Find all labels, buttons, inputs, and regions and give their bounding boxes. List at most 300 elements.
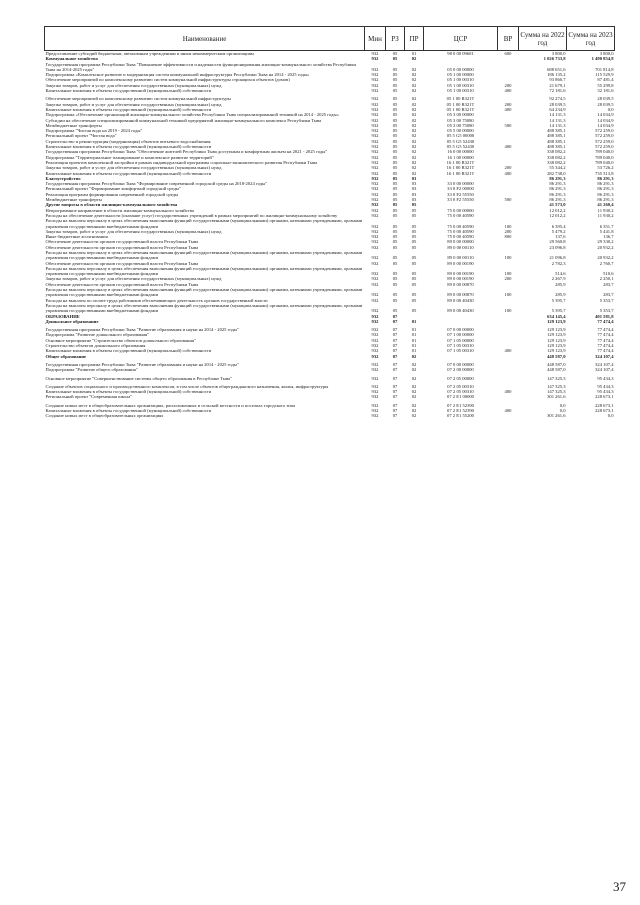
row-rz: 05 [392,96,398,102]
table-header-row [45,27,615,51]
row-name: Иные бюджетные ассигнования [45,234,108,240]
row-pr: 02 [411,122,417,128]
row-min: 932 [371,181,379,187]
row-rz: 05 [392,170,398,176]
row-min: 932 [371,402,379,408]
page-number: 37 [613,879,626,894]
row-pr: 02 [411,402,417,408]
row-sum-2023: 228 673,1 [595,394,614,400]
row-csr: 75 0 00 40590 [447,228,474,234]
row-rz: 05 [392,51,398,56]
row-sum-2023: 14 034,9 [597,112,614,118]
row-name: Региональный проект "Современная школа" [45,394,133,400]
row-csr: 16 1 00 00000 [447,154,474,160]
row-sum-2023: 32 181,6 [597,88,614,94]
row-name: Государственная программа Республики Тыва "Развитие образования и науки на 2014 - 2025 годы" [45,361,239,367]
row-csr: 05 1 00 00000 [447,72,474,78]
row-sum-2023: 510,6 [603,271,614,277]
row-csr: 05 1 00 R321Т [446,101,475,107]
row-csr: 98 0 00 09601 [447,51,474,56]
row-csr: 75 0 00 40590 [447,234,474,240]
row-csr: 07 2 E1 00000 [447,394,474,400]
row-vr: 400 [504,348,512,354]
row-pr: 05 [411,202,417,208]
row-sum-2022: 5 479,2 [551,228,566,234]
row-vr: 200 [504,165,512,171]
row-sum-2022: 688 651,6 [547,66,566,72]
row-sum-2023: 41 260,4 [597,202,614,208]
row-rz: 07 [392,348,398,354]
row-sum-2023: 20 932,2 [597,244,614,250]
row-name: Капитальные вложения в объекты государственной (муниципальной) собственности [45,348,212,354]
row-pr: 02 [411,159,417,165]
row-min: 932 [371,122,379,128]
row-csr: 05 5 G5 52430 [446,144,475,150]
row-min: 932 [371,348,379,354]
row-pr: 02 [411,117,417,123]
row-sum-2023: 324 107,4 [595,361,614,367]
row-sum-2022: 448 587,0 [547,367,566,373]
row-sum-2022: 2 267,9 [551,276,566,282]
row-sum-2022: 488 385,1 [547,138,566,144]
header-name: Наименование [45,27,365,51]
row-name: Обеспечение мероприятий по комплексному развитию систем коммунальной инфраструктуры строящихся объектов (домов) [45,77,290,83]
row-rz: 05 [392,292,398,298]
row-min: 932 [371,207,379,213]
row-name: Предоставление субсидий бюджетным, автономным учреждениям и иным некоммерческим организациям [45,51,254,56]
row-sum-2022: 86 291,3 [549,181,566,187]
row-name: Другие вопросы в области жилищно-коммунального хозяйства [45,202,178,208]
row-min: 932 [371,292,379,298]
row-rz: 07 [392,343,398,349]
row-min: 932 [371,149,379,155]
row-rz: 05 [392,191,398,197]
row-name: Расходы на выплаты персоналу в целях обеспечения выполнения функций государственными (муниципальными) органами, казенными учреждениями, органами управления государственными внебюджетными фондами [45,302,363,314]
row-pr: 05 [411,228,417,234]
row-rz: 05 [392,117,398,123]
row-sum-2023: 14 034,9 [597,122,614,128]
row-sum-2022: 86 291,3 [549,191,566,197]
row-sum-2022: 23 096,8 [549,244,566,250]
row-sum-2023: 95 434,3 [597,389,614,395]
row-rz: 07 [392,408,398,413]
row-rz: 05 [392,186,398,192]
row-rz: 05 [392,56,398,62]
row-rz: 05 [392,276,398,282]
row-vr: 400 [504,144,512,150]
row-sum-2023: 20 932,2 [597,255,614,261]
row-sum-2023: 283,7 [603,292,614,298]
row-pr: 02 [411,353,417,359]
row-min: 932 [371,343,379,349]
row-name: Коммунальное хозяйство [45,56,98,62]
row-rz: 05 [392,202,398,208]
row-rz: 05 [392,197,398,203]
row-csr: 16 1 00 R321Т [446,165,475,171]
row-pr: 01 [411,327,417,333]
row-pr: 02 [411,72,417,78]
row-name: Расходы на выплаты персоналу в целях обеспечения выполнения функций государственными (муниципальными) органами, казенными учреждениями, органами управления государственными внебюджетными фондами [45,287,363,298]
row-sum-2022: 448 587,0 [547,361,566,367]
row-name: Капитальные вложения в объекты государственной (муниципальной) собственности [45,106,212,112]
row-min: 932 [371,106,379,112]
row-pr: 01 [411,318,417,324]
row-pr: 05 [411,297,417,303]
row-sum-2023: 28 039,5 [597,96,614,102]
header-vr: ВР [498,27,519,51]
row-csr: 07 0 00 00000 [447,327,474,333]
row-rz: 05 [392,281,398,287]
row-name: Государственная программа Республики Тыва "Развитие образования и науки на 2014 - 2025 годы" [45,327,239,333]
row-sum-2023: 14 034,9 [597,117,614,123]
row-min: 932 [371,361,379,367]
row-name: Капитальные вложения в объекты государственной (муниципальной) собственности [45,170,212,176]
row-rz: 05 [392,212,398,218]
row-csr: 05 1 00 00310 [447,88,474,94]
row-rz: 05 [392,181,398,187]
row-rz: 05 [392,128,398,134]
table-row [45,62,615,73]
row-rz: 05 [392,144,398,150]
table-row [45,413,615,418]
row-csr: 05 1 00 00310 [447,77,474,83]
row-sum-2023: 0,0 [607,413,614,419]
row-name: Основное мероприятие "Строительство объектов дошкольного образования" [45,337,196,343]
row-name: Обеспечение деятельности органов государственной власти Республики Тыва [45,281,199,287]
row-min: 932 [371,96,379,102]
row-sum-2023: 2 760,7 [599,260,614,266]
row-pr: 02 [411,375,417,381]
row-sum-2023: 401 581,8 [595,313,614,319]
row-csr: 07 0 00 00000 [447,361,474,367]
row-name: Строительство и реконструкция (модернизация) объектов питьевого водоснабжения [45,138,211,144]
row-min: 932 [371,389,379,395]
row-pr: 02 [411,96,417,102]
row-rz: 07 [392,327,398,333]
row-csr: 05 1 00 R321Т [446,106,475,112]
row-name: Субсидии на обеспечение специализированной коммунальной техникой предприятий жилищно-коммунального комплекса Республики Тыва [45,117,322,123]
row-name: Подпрограмма "Территориальное планирование и комплексное развитие территорий" [45,154,214,160]
row-pr: 02 [411,106,417,112]
row-sum-2022: 55 344,2 [549,165,566,171]
table-row [45,250,615,261]
row-sum-2023: 115 529,9 [595,72,614,78]
row-csr: 89 0 00 00870 [447,281,474,287]
row-rz: 05 [392,138,398,144]
row-sum-2022: 186 135,2 [547,72,566,78]
row-sum-2022: 338 082,2 [547,154,566,160]
row-min: 932 [371,394,379,400]
row-csr: 05 5 G5 00000 [446,133,475,139]
row-sum-2022: 514,6 [555,271,566,277]
row-sum-2022: 147 325,3 [547,375,566,381]
row-rz: 07 [392,413,398,419]
row-pr: 02 [411,82,417,88]
row-pr: 02 [411,101,417,107]
table-row [45,218,615,229]
row-min: 932 [371,255,379,261]
row-sum-2023: 6 351,7 [599,223,614,229]
row-min: 932 [371,234,379,240]
row-vr: 200 [504,101,512,107]
header-pr: ПР [405,27,424,51]
row-min: 932 [371,138,379,144]
header-sum-2023: Сумма на 2023 год [567,27,615,51]
row-name: Обеспечение деятельности органов государственной власти Республики Тыва [45,260,199,266]
row-csr: 07 2 05 00310 [447,389,474,395]
row-csr: 89 0 00 40430 [447,297,474,303]
row-csr: 16 0 00 00000 [447,149,474,155]
row-rz: 07 [392,318,398,324]
row-sum-2022: 285,9 [555,281,566,287]
row-csr: 89 0 00 00870 [447,292,474,298]
row-sum-2022: 29 560,8 [549,239,566,245]
row-csr: 33 0 00 00000 [447,181,474,187]
row-sum-2022: 448 587,0 [547,353,566,359]
row-pr: 02 [411,394,417,400]
row-vr: 800 [504,234,512,240]
row-sum-2023: 29 330,2 [597,239,614,245]
row-min: 932 [371,51,379,56]
row-rz: 05 [392,88,398,94]
row-sum-2022: 86 291,3 [549,186,566,192]
row-csr: 05 3 00 75080 [447,122,474,128]
row-name: Расходы на обеспечение деятельности (оказание услуг) государственных учреждений в рамках мероприятий по жилищно-коммунальному хозяйству [45,212,338,218]
row-vr: 100 [504,271,512,277]
row-sum-2023: 77 474,4 [597,332,614,338]
row-csr: 89 0 00 00000 [447,239,474,245]
row-rz: 05 [392,260,398,266]
row-pr: 02 [411,170,417,176]
row-rz: 05 [392,159,398,165]
row-min: 932 [371,318,379,324]
row-rz: 05 [392,154,398,160]
row-sum-2022: 72 181,6 [549,88,566,94]
row-name: Государственная программа Республики Тыва "Формирование современной городской среды на 2018-2024 годы" [45,181,268,187]
row-sum-2022: 5 395,7 [551,308,566,314]
row-pr: 01 [411,332,417,338]
row-min: 932 [371,375,379,381]
row-rz: 05 [392,239,398,245]
row-csr: 07 2 E1 52390 [447,408,474,413]
row-min: 932 [371,332,379,338]
row-pr: 03 [411,175,417,181]
row-name: Расходы на выплаты по оплате труда работников обеспечивающих деятельность органов государственной власти [45,297,268,303]
row-min: 932 [371,82,379,88]
row-sum-2023: 789 040,0 [595,154,614,160]
row-csr: 05 1 00 R321Т [446,96,475,102]
row-vr: 100 [504,292,512,298]
row-pr: 03 [411,197,417,203]
row-name: Межбюджетные трансферты [45,122,102,128]
row-sum-2022: 0,0 [559,402,566,408]
row-sum-2023: 86 291,3 [597,191,614,197]
row-name: Непрограммное направление в области жилищно-коммунального хозяйства [45,207,194,213]
row-sum-2022: 137,6 [555,234,566,240]
row-sum-2022: 285,9 [555,292,566,298]
row-name: Капитальные вложения в объекты государственной (муниципальной) собственности [45,144,212,150]
row-rz: 05 [392,82,398,88]
row-name: Общее образование [45,353,87,359]
row-sum-2023: 735 313,8 [595,170,614,176]
row-min: 932 [371,408,379,413]
row-vr: 100 [504,255,512,261]
row-name: Региональный проект "Чистая вода" [45,133,117,139]
row-pr: 02 [411,361,417,367]
row-sum-2023: 0,0 [607,106,614,112]
row-rz: 07 [392,332,398,338]
row-min: 932 [371,175,379,181]
row-rz: 05 [392,223,398,229]
row-vr: 200 [504,228,512,234]
row-pr: 05 [411,207,417,213]
row-min: 932 [371,128,379,134]
row-sum-2022: 21 679,1 [549,82,566,88]
row-sum-2023: 77 474,4 [597,327,614,333]
row-sum-2023: 572 259,0 [595,128,614,134]
row-vr: 500 [504,122,512,128]
row-sum-2023: 86 291,3 [597,181,614,187]
row-csr: 33 0 F2 55550 [447,197,474,203]
row-csr: 16 1 00 R321Т [446,159,475,165]
row-csr: 75 0 00 00000 [447,207,474,213]
row-rz: 07 [392,389,398,395]
row-rz: 07 [392,383,398,389]
row-csr: 33 0 F2 00000 [447,186,474,192]
row-csr: 05 0 00 00000 [447,66,474,72]
row-min: 932 [371,337,379,343]
row-csr: 05 1 00 00310 [447,82,474,88]
row-pr: 05 [411,223,417,229]
row-rz: 07 [392,394,398,400]
row-sum-2022: 129 123,9 [547,327,566,333]
row-rz: 05 [392,133,398,139]
row-sum-2023: 228 673,1 [595,408,614,413]
row-rz: 05 [392,228,398,234]
row-csr: 07 1 05 00310 [447,343,474,349]
row-min: 932 [371,133,379,139]
row-min: 932 [371,327,379,333]
row-rz: 05 [392,77,398,83]
row-sum-2022: 282 738,0 [547,170,566,176]
row-rz: 05 [392,255,398,261]
row-pr: 03 [411,191,417,197]
row-vr [498,413,519,418]
row-sum-2023: 2 250,1 [599,276,614,282]
row-csr: 05 3 00 00000 [447,112,474,118]
row-min: 932 [371,72,379,78]
row-sum-2022: 14 131,3 [549,122,566,128]
row-pr: 02 [411,77,417,83]
row-sum-2023: 572 259,0 [595,144,614,150]
row-name: Подпрограмма "Чистая вода на 2019 - 2024 годы" [45,128,143,134]
row-name: Реализация программ формирования современной городской среды [45,191,179,197]
row-name: Основное мероприятие "Совершенствование системы общего образования в Республике Тыва" [45,375,232,381]
row-sum-2023: 77 474,4 [597,348,614,354]
row-name: Закупка товаров, работ и услуг для обеспечения государственных (муниципальных) нужд [45,228,222,234]
row-sum-2022: 301 261,6 [547,394,566,400]
row-name: Подпрограмма "Развитие общего образования" [45,367,138,373]
row-sum-2022: 0,0 [559,408,566,413]
row-pr: 02 [411,144,417,150]
row-vr: 400 [504,408,512,413]
row-vr: 200 [504,82,512,88]
row-csr: 89 0 00 00190 [447,260,474,266]
row-sum-2023: 55 299,8 [597,82,614,88]
row-pr: 02 [411,66,417,72]
row-vr: 100 [504,308,512,314]
row-pr: 05 [411,244,417,250]
row-pr: 05 [411,239,417,245]
row-sum-2022: 92 274,5 [549,96,566,102]
row-pr: 02 [411,128,417,134]
row-sum-2022: 129 123,9 [547,343,566,349]
row-min: 932 [371,77,379,83]
row-name: Закупка товаров, работ и услуг для обеспечения государственных (муниципальных) нужд [45,276,222,282]
row-rz: 05 [392,66,398,72]
row-sum-2022: 14 131,3 [549,112,566,118]
row-pr: 01 [411,343,417,349]
row-sum-2022: 129 123,9 [547,332,566,338]
table-row [45,266,615,277]
row-csr: 07 2 00 00000 [447,367,474,373]
budget-table-sheet [44,26,614,419]
row-sum-2023: 11 930,2 [597,207,614,213]
row-csr: 16 1 00 R321Т [446,170,475,176]
row-name: Капитальные вложения в объекты государственной (муниципальной) собственности [45,408,212,413]
row-sum-2022: 488 385,1 [547,144,566,150]
row-min: 932 [371,170,379,176]
row-sum-2023: 86 291,3 [597,197,614,203]
row-name: Создание новых мест в общеобразовательных организациях [45,413,164,419]
row-sum-2022: 6 395,4 [551,223,566,229]
header-sum-2022: Сумма на 2022 год [519,27,567,51]
row-pr: 01 [411,348,417,354]
row-sum-2023: 5 441,8 [599,228,614,234]
row-pr: 05 [411,212,417,218]
row-name: Создание объектов социального и производственного комплексов, в том числе объектов общегражданского назначения, жилья, инфраструктуры [45,383,329,389]
row-sum-2022: 12 012,2 [549,212,566,218]
row-sum-2022: 5 395,7 [551,297,566,303]
row-pr: 02 [411,383,417,389]
row-rz: 05 [392,308,398,314]
row-sum-2022: 147 325,3 [547,383,566,389]
row-pr: 03 [411,186,417,192]
row-min: 932 [371,244,379,250]
row-sum-2023: 87 481,4 [597,77,614,83]
row-csr: 07 2 E1 55200 [447,413,474,419]
row-name: Подпрограмма «Комплексное развитие и модернизация систем коммунальной инфраструктуры Республики Тыва на 2014 - 2025 годы» [45,72,310,78]
row-vr: 100 [504,223,512,229]
row-pr: 05 [411,292,417,298]
table-body [45,51,615,419]
row-min: 932 [371,367,379,373]
row-pr: 05 [411,271,417,277]
row-min: 932 [371,186,379,192]
row-rz: 05 [392,175,398,181]
row-csr: 05 3 00 75080 [447,117,474,123]
row-pr: 02 [411,367,417,373]
row-sum-2023: 95 434,3 [597,375,614,381]
row-sum-2023: 5 353,7 [599,308,614,314]
row-sum-2023: 86 291,3 [597,175,614,181]
row-sum-2023: 3 800,0 [599,51,614,56]
row-sum-2023: 324 107,4 [595,353,614,359]
row-min: 932 [371,281,379,287]
row-sum-2022: 3 800,0 [551,51,566,56]
row-name: Капитальные вложения в объекты государственной (муниципальной) собственности [45,88,212,94]
budget-table [44,26,615,419]
